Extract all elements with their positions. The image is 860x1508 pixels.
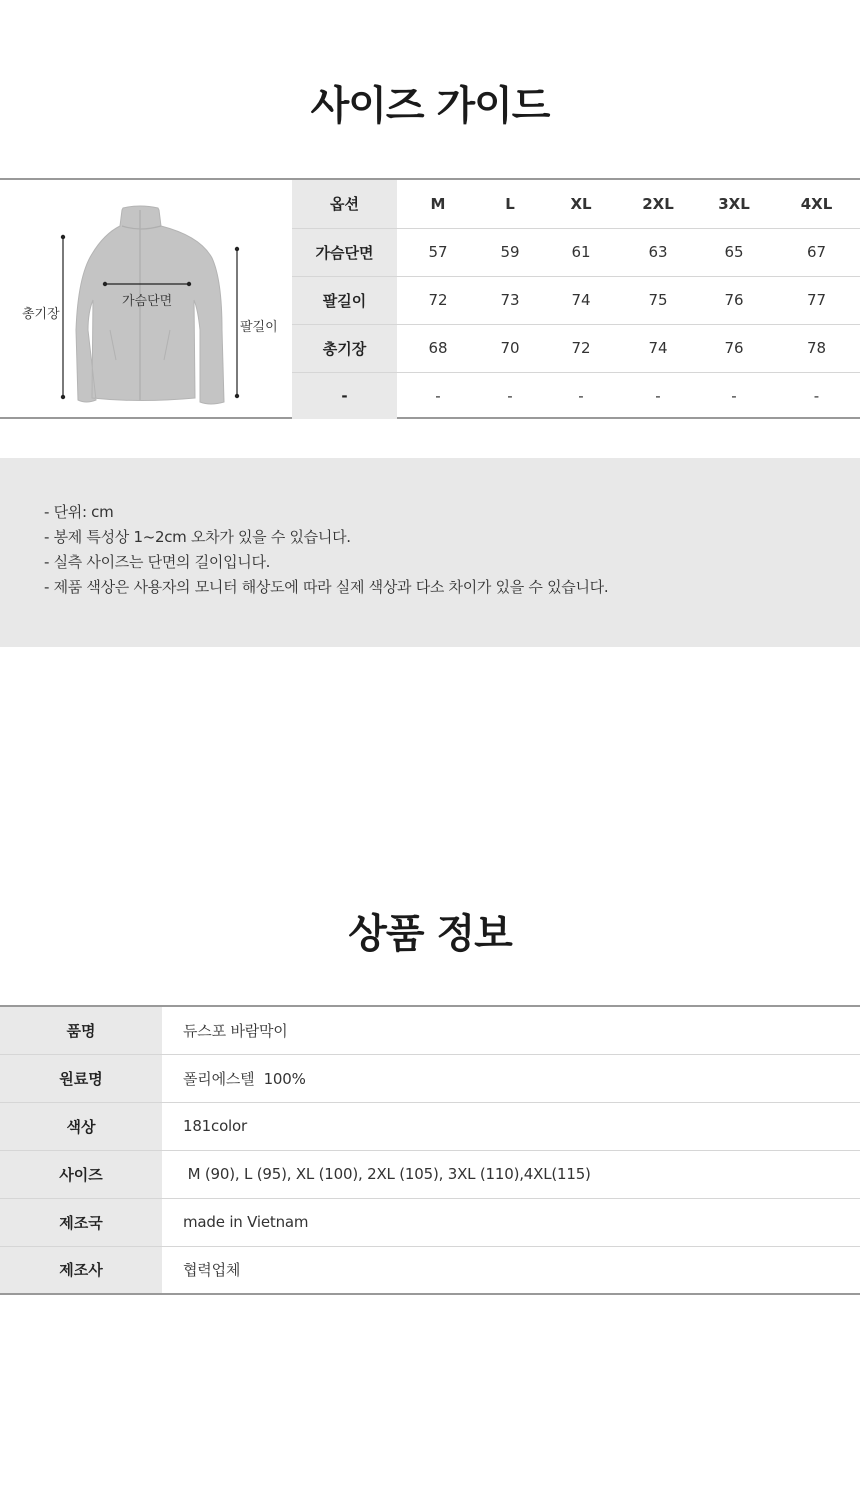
- table-row: [0, 1102, 860, 1150]
- info-value: 181color: [162, 1102, 860, 1150]
- table-cell: 59: [479, 228, 541, 276]
- size-table-header: [292, 180, 860, 228]
- table-row: [0, 1150, 860, 1198]
- table-cell: 78: [773, 324, 860, 372]
- table-cell: 77: [773, 276, 860, 324]
- table-cell: 73: [479, 276, 541, 324]
- table-row: [292, 324, 860, 372]
- table-cell: 74: [541, 276, 621, 324]
- size-guide-title: 사이즈 가이드: [310, 83, 550, 129]
- sleeve-label: 팔길이: [240, 320, 278, 335]
- header-cell: M: [397, 180, 479, 228]
- table-cell: -: [435, 386, 441, 405]
- note-item: - 봉제 특성상 1~2cm 오차가 있을 수 있습니다.: [44, 528, 351, 546]
- row-label: 팔길이: [292, 276, 397, 324]
- row-label: -: [292, 372, 397, 419]
- info-value: made in Vietnam: [162, 1198, 860, 1246]
- table-cell: -: [655, 386, 661, 405]
- table-cell: -: [813, 386, 820, 405]
- table-cell: 72: [541, 324, 621, 372]
- notes-list: [44, 500, 608, 600]
- table-row: [292, 372, 860, 419]
- row-label: 가슴단면: [292, 228, 397, 276]
- table-cell: 65: [695, 228, 773, 276]
- note-item: - 실측 사이즈는 단면의 길이입니다.: [44, 553, 271, 571]
- table-row: [292, 228, 860, 276]
- header-cell: XL: [541, 180, 621, 228]
- table-cell: 61: [541, 228, 621, 276]
- note-item: - 제품 색상은 사용자의 모니터 해상도에 따라 실제 색상과 다소 차이가 있을 수 있습니다.: [44, 578, 609, 596]
- table-cell: -: [731, 386, 737, 405]
- table-cell: -: [507, 386, 513, 405]
- table-row: [0, 1054, 860, 1102]
- table-row: [292, 276, 860, 324]
- size-guide-block: [0, 178, 860, 419]
- size-table: [292, 180, 860, 419]
- info-key: 사이즈: [0, 1150, 162, 1198]
- product-info-table: [0, 1005, 860, 1295]
- header-cell: L: [479, 180, 541, 228]
- table-row: [0, 1246, 860, 1294]
- notes-box: [0, 458, 860, 647]
- header-cell: 4XL: [773, 180, 860, 228]
- header-cell: 3XL: [695, 180, 773, 228]
- product-info-title: 상품 정보: [348, 911, 512, 957]
- info-value: 폴리에스텔 100%: [162, 1054, 860, 1102]
- table-row: [0, 1006, 860, 1054]
- table-cell: 74: [621, 324, 695, 372]
- jacket-diagram: [0, 180, 292, 419]
- info-key: 제조사: [0, 1246, 162, 1294]
- table-cell: 63: [621, 228, 695, 276]
- total-length-label: 총기장: [22, 307, 60, 322]
- table-cell: 67: [773, 228, 860, 276]
- info-value: 듀스포 바람막이: [162, 1006, 860, 1054]
- table-cell: 70: [479, 324, 541, 372]
- table-row: [0, 1198, 860, 1246]
- info-key: 품명: [0, 1006, 162, 1054]
- note-item: - 단위: cm: [44, 503, 114, 521]
- table-cell: 76: [695, 324, 773, 372]
- table-cell: 76: [695, 276, 773, 324]
- info-key: 제조국: [0, 1198, 162, 1246]
- info-value: M (90), L (95), XL (100), 2XL (105), 3XL (110),4XL(115): [162, 1150, 860, 1198]
- table-cell: 72: [397, 276, 479, 324]
- info-value: 협력업체: [183, 1261, 241, 1280]
- table-cell: -: [578, 386, 584, 405]
- table-cell: 57: [397, 228, 479, 276]
- table-cell: 68: [397, 324, 479, 372]
- row-label: 총기장: [292, 324, 397, 372]
- header-cell: 2XL: [621, 180, 695, 228]
- chest-label: 가슴단면: [122, 294, 173, 309]
- table-cell: 75: [621, 276, 695, 324]
- info-key: 원료명: [0, 1054, 162, 1102]
- info-key: 색상: [0, 1102, 162, 1150]
- header-cell: 옵션: [292, 180, 397, 228]
